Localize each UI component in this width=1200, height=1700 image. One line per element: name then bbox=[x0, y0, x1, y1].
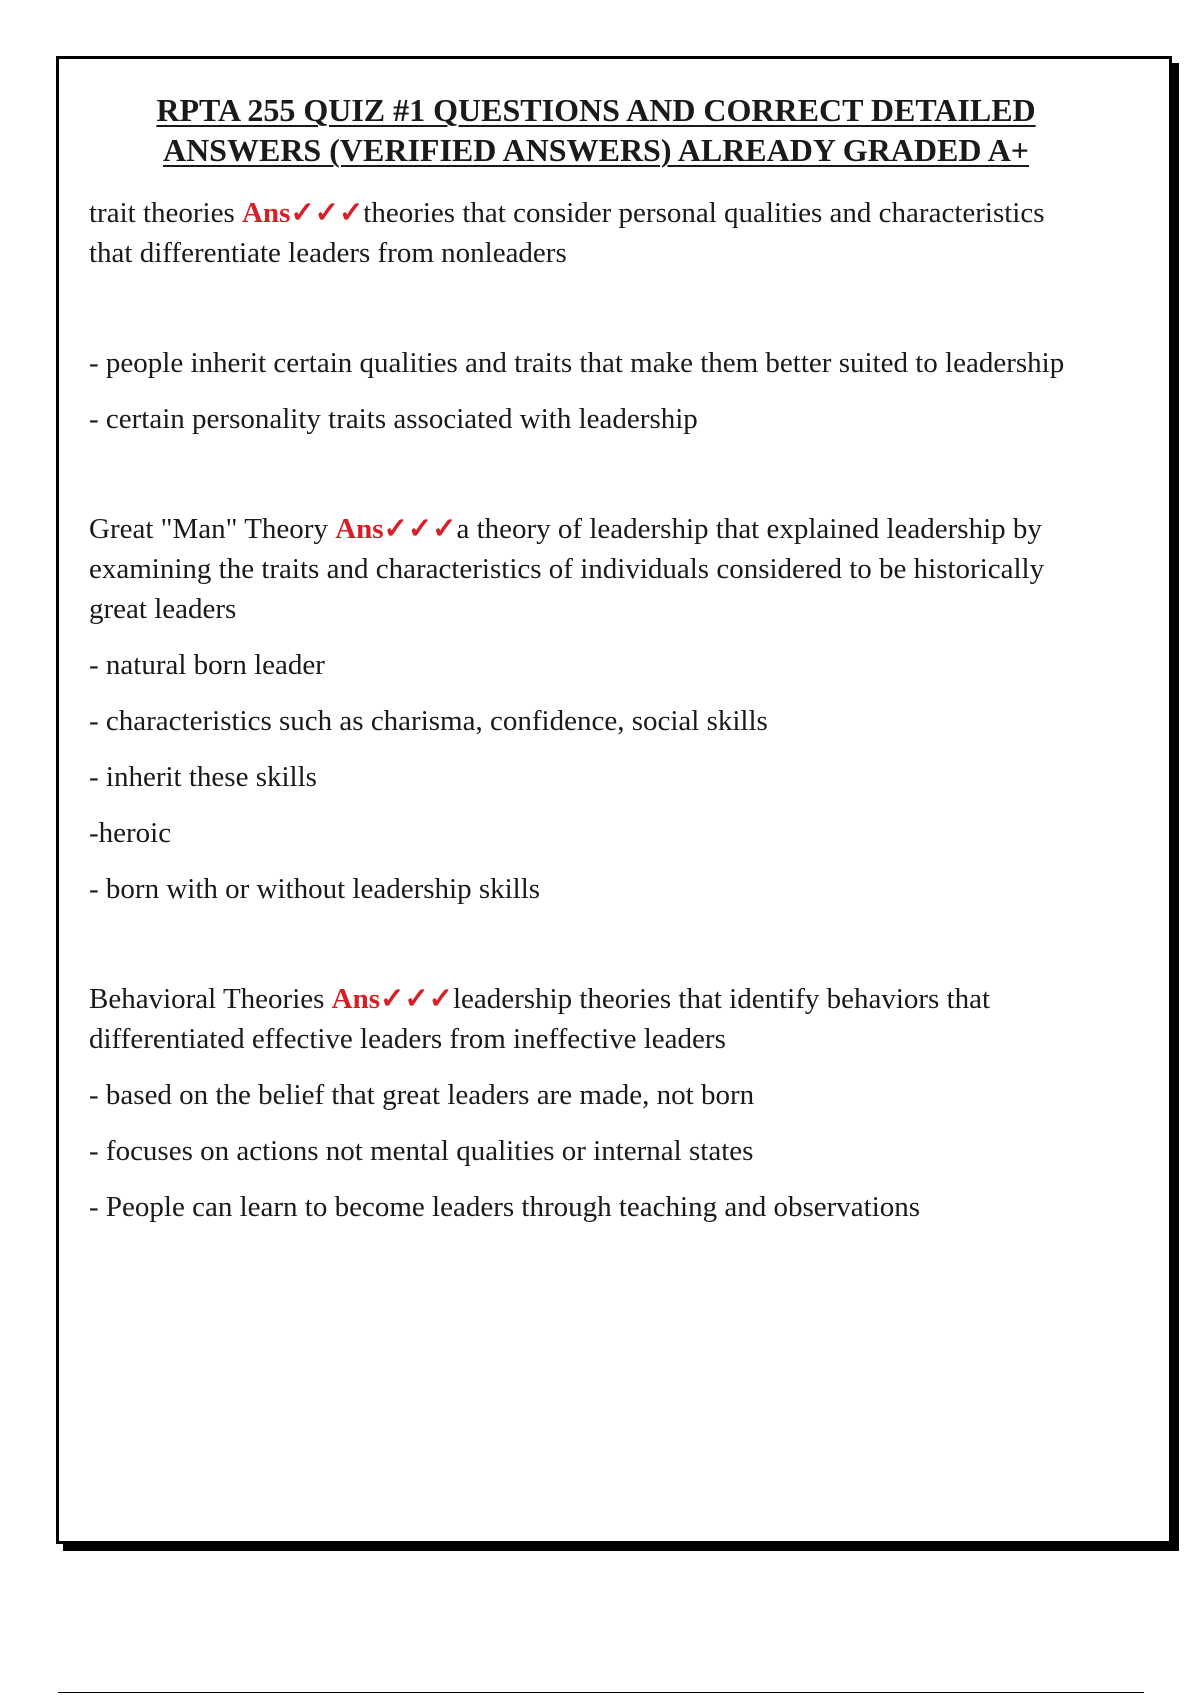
term: Behavioral Theories bbox=[89, 983, 332, 1015]
bullet-item: - based on the belief that great leaders are made, not born bbox=[89, 1079, 755, 1111]
bullet-item: - born with or without leadership skills bbox=[89, 873, 541, 905]
qa-definition-line bbox=[89, 979, 1089, 1059]
qa-entry-great-man-theory bbox=[89, 509, 1089, 909]
title-line-2: ANSWERS (VERIFIED ANSWERS) ALREADY GRADED A+ bbox=[162, 132, 1030, 168]
bullet-item: -heroic bbox=[89, 817, 172, 849]
qa-definition-line bbox=[89, 193, 1089, 273]
qa-content bbox=[89, 193, 1089, 1227]
answer-marker: Ans✓✓✓ bbox=[331, 983, 453, 1015]
definition: leadership theories that identify behaviors that differentiated effective leaders from ineffective leaders bbox=[89, 983, 991, 1055]
qa-entry-behavioral-theories bbox=[89, 979, 1089, 1227]
term: Great "Man" Theory bbox=[89, 513, 336, 545]
bullet-item: - characteristics such as charisma, confidence, social skills bbox=[89, 705, 768, 737]
bullet-item: - inherit these skills bbox=[89, 761, 317, 793]
bullet-item: - focuses on actions not mental qualities or internal states bbox=[89, 1135, 754, 1167]
bullet-item: - People can learn to become leaders through teaching and observations bbox=[89, 1191, 921, 1223]
answer-marker: Ans✓✓✓ bbox=[242, 197, 364, 229]
qa-definition-line bbox=[89, 509, 1089, 629]
footer-divider bbox=[58, 1692, 1144, 1693]
answer-marker: Ans✓✓✓ bbox=[335, 513, 457, 545]
term: trait theories bbox=[89, 197, 243, 229]
definition: theories that consider personal qualities and characteristics that differentiate leaders from nonleaders bbox=[89, 197, 1045, 269]
bullet-item: - people inherit certain qualities and traits that make them better suited to leadership bbox=[89, 347, 1065, 379]
definition: a theory of leadership that explained leadership by examining the traits and characteristics of individuals considered to be historically great leaders bbox=[89, 513, 1045, 625]
title-line-1: RPTA 255 QUIZ #1 QUESTIONS AND CORRECT DETAILED bbox=[156, 92, 1036, 128]
document-title bbox=[96, 90, 1096, 170]
bullet-item: - natural born leader bbox=[89, 649, 325, 681]
qa-entry-trait-theories bbox=[89, 193, 1089, 439]
bullet-item: - certain personality traits associated with leadership bbox=[89, 403, 698, 435]
